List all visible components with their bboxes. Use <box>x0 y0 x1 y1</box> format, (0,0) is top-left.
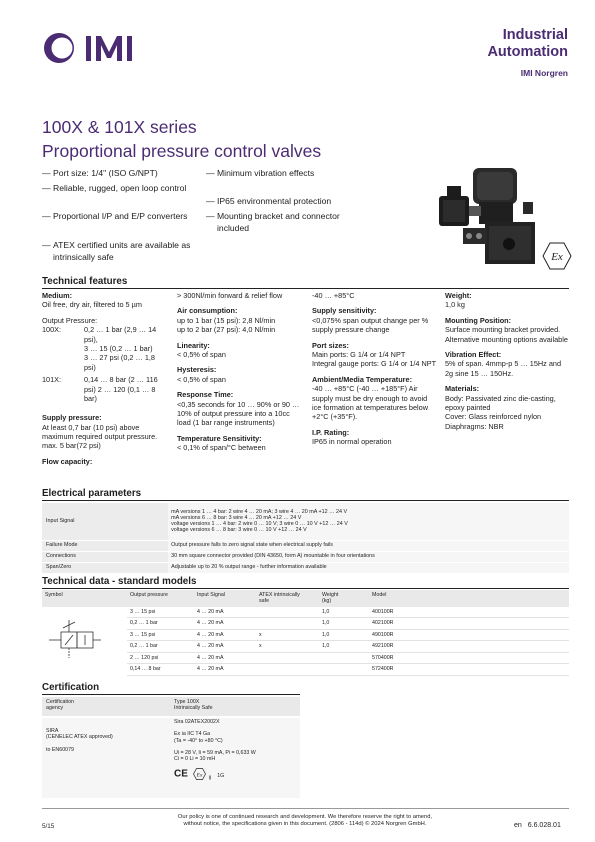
temperature-range-value: -40 … +85°C <box>312 291 355 300</box>
ambient-temperature-heading: Ambient/Media Temperature: <box>312 374 413 384</box>
col-header: Input Signal <box>197 592 225 598</box>
equipment-group: II <box>208 776 212 783</box>
supply-pressure-heading: Supply pressure: <box>42 413 102 423</box>
cell: 3 … 15 psi <box>127 607 194 618</box>
svg-text:Ex: Ex <box>551 251 563 263</box>
output-100x-line3: 3 … 27 psi (0,2 … 1,8 psi) <box>84 353 155 372</box>
cell: 4 … 20 mA <box>194 652 256 664</box>
ce-mark: CE <box>174 769 188 781</box>
cert-electrical-values: Ui = 28 V, Ii = 59 mA, Pi = 0,633 W <box>174 749 256 756</box>
mounting-position-heading: Mounting Position: <box>445 315 512 325</box>
cell: 492100R <box>369 641 569 653</box>
cert-agency-line1: SIRA <box>46 728 59 734</box>
electrical-parameters-heading: Electrical parameters <box>42 488 142 499</box>
temperature-sensitivity-heading: Temperature Sensitivity: <box>177 433 262 443</box>
temperature-sensitivity-value: < 0,1% of span/°C between <box>177 443 266 453</box>
brand-subtitle: IMI Norgren <box>520 68 568 78</box>
weight-value: 1,0 kg <box>445 300 465 310</box>
col-header: ATEX intrinsically safe <box>259 592 300 605</box>
cert-marking: Ex ia IIC T4 Ga <box>174 731 211 738</box>
col-header: Weight (kg) <box>322 592 339 605</box>
footer-rule <box>42 808 569 809</box>
col-header: Symbol <box>45 592 63 598</box>
output-100x-line2: 3 … 15 (0,2 … 1 bar) <box>84 344 153 354</box>
product-photo <box>433 162 543 272</box>
cert-capacitance-inductance: Ci = 0 Li = 10 mH <box>174 756 216 763</box>
ip-rating-heading: I.P. Rating: <box>312 427 350 437</box>
footer-line1: Our policy is one of continued research and development. We therefore reserve the right to amend, <box>177 814 433 820</box>
standard-models-heading: Technical data - standard models <box>42 576 197 587</box>
bullet-ip65: — IP65 environmental protection <box>206 196 366 208</box>
section-rule <box>42 500 569 501</box>
features-col-3 <box>312 291 437 447</box>
cell: 1,0 <box>319 629 369 641</box>
row-label: Connections <box>42 551 168 562</box>
cell: 0,2 … 1 bar <box>127 641 194 653</box>
row-label: Input Signal <box>42 503 168 540</box>
table-row <box>42 551 569 562</box>
section-rule <box>42 588 569 589</box>
output-101x <box>42 375 167 407</box>
table-row <box>42 503 569 540</box>
cell: 1,0 <box>319 607 369 618</box>
output-100x-line1: 0,2 … 1 bar (2,9 … 14 psi), <box>84 325 157 344</box>
table-row <box>42 562 569 573</box>
materials-body: Body: Passivated zinc die-casting, epoxy painted <box>445 393 556 413</box>
output-100x-label: 100X: <box>42 325 62 335</box>
cell: 0,14 … 8 bar <box>127 664 194 676</box>
row-value: 30 mm square connector provided (DIN 43650, form A) mountable in four orientations <box>168 551 569 562</box>
certification-header <box>42 697 300 716</box>
output-100x <box>42 325 167 373</box>
cell: 490100R <box>369 629 569 641</box>
brand-title <box>428 27 568 61</box>
bullet-vibration: — Minimum vibration effects <box>206 168 356 180</box>
cell: x <box>256 641 319 653</box>
series-title: 100X & 101X series <box>42 117 197 137</box>
port-sizes-heading: Port sizes: <box>312 340 349 350</box>
hysteresis-heading: Hysteresis: <box>177 365 217 375</box>
footer-line2: without notice, the specifications given in this document. (2806 - 114d) © 2024 Norgren GmbH. <box>183 821 427 827</box>
cell: 1,0 <box>319 641 369 653</box>
cert-marks <box>174 768 256 784</box>
cert-col2-header-line2: Intrinsically Safe <box>174 705 213 712</box>
table-header-row <box>42 590 569 607</box>
cell: 402100R <box>369 618 569 630</box>
hysteresis-value: < 0,5% of span <box>177 374 226 384</box>
bullet-port-size: — Port size: 1/4" (ISO G/NPT) <box>42 168 192 180</box>
input-signal-line: voltage versions 6 … 8 bar: 3 wire 0 … 10 V +12 … 24 V <box>171 527 307 534</box>
port-sizes-gauge: Integral gauge ports: G 1/4 or 1/4 NPT <box>312 359 437 369</box>
input-signal-line: mA versions 1 … 4 bar: 2 wire 4 … 20 mA; 3 wire 4 … 20 mA +12 … 24 V <box>171 508 348 515</box>
cell: 4 … 20 mA <box>194 641 256 653</box>
cell <box>256 618 319 630</box>
language-code: en <box>514 822 522 829</box>
svg-text:Ex: Ex <box>196 772 203 779</box>
brand-line2: Automation <box>487 44 568 60</box>
cell: 4 … 20 mA <box>194 629 256 641</box>
bullet-atex: — ATEX certified units are available as intrinsically safe <box>42 240 192 263</box>
flow-capacity-value: > 300Nl/min forward & relief flow <box>177 291 283 300</box>
materials-heading: Materials: <box>445 384 480 394</box>
cell <box>319 664 369 676</box>
cell: 2 … 120 psi <box>127 652 194 664</box>
features-col-4 <box>445 291 569 431</box>
table-row <box>42 607 569 618</box>
cell: 4 … 20 mA <box>194 618 256 630</box>
cell <box>319 652 369 664</box>
air-consumption-heading: Air consumption: <box>177 306 238 316</box>
linearity-value: < 0,5% of span <box>177 350 226 360</box>
port-sizes-main: Main ports: G 1/4 or 1/4 NPT <box>312 350 406 360</box>
supply-pressure-max: max. 5 bar(72 psi) <box>42 441 101 451</box>
medium-value: Oil free, dry air, filtered to 5 µm <box>42 300 142 310</box>
cert-col2-header-line1: Type 100X <box>174 699 200 705</box>
page-number: 5/15 <box>42 823 55 830</box>
cell: 3 … 15 psi <box>127 629 194 641</box>
cell: 572400R <box>369 664 569 676</box>
footer-disclaimer <box>140 814 470 828</box>
cert-agency-line2: (CENELEC ATEX approved) <box>46 734 113 741</box>
section-rule <box>42 288 569 289</box>
cert-col1-header-line1: Certification <box>46 699 74 705</box>
certification-body <box>42 718 300 798</box>
standard-models-table <box>42 590 569 676</box>
supply-sensitivity-value: <0,075% span output change per % supply pressure change <box>312 315 429 335</box>
vibration-effect-heading: Vibration Effect: <box>445 350 502 360</box>
medium-heading: Medium: <box>42 291 72 300</box>
cert-number: Sira 02ATEX2002X <box>174 719 220 725</box>
response-time-value: <0,35 seconds for 10 … 90% or 90 …10% of output pressure into a 10cc load (1 bar range instruments) <box>177 399 300 428</box>
row-label: Span/Zero <box>42 562 168 573</box>
row-value: Adjustable up to 20 % output range - further information available <box>168 562 569 573</box>
cell: 1,0 <box>319 618 369 630</box>
cert-agency-line3: to EN60079 <box>46 746 74 753</box>
cell: 0,2 … 1 bar <box>127 618 194 630</box>
cell <box>256 652 319 664</box>
product-title: Proportional pressure control valves <box>42 141 322 161</box>
technical-features-heading: Technical features <box>42 276 128 287</box>
cell <box>256 607 319 618</box>
air-consumption-line2: up to 2 bar (27 psi): 4,0 Nl/min <box>177 325 276 335</box>
cert-col1-header-line2: agency <box>46 705 64 712</box>
bullet-proportional: — Proportional I/P and E/P converters <box>42 211 192 223</box>
vibration-effect-value: 5% of span. 4mmp-p 5 … 15Hz and 2g sine 15 … 150Hz. <box>445 359 561 378</box>
cert-temp-range: (Ta = -40° to +80 °C) <box>174 737 223 744</box>
input-signal-line: mA versions 6 … 8 bar: 3 wire 4 … 20 mA +12 … 24 V <box>171 515 302 522</box>
input-signal-line: voltage versions 1 … 4 bar: 2 wire 0 … 10 V; 3 wire 0 … 10 V +12 … 24 V <box>171 521 348 528</box>
bullet-reliable: — Reliable, rugged, open loop control <box>42 183 192 195</box>
materials-diaphragms: Diaphragms: NBR <box>445 421 504 431</box>
section-rule <box>42 694 300 695</box>
ip-rating-value: IP65 in normal operation <box>312 437 392 447</box>
ex-hexagon-icon <box>542 242 572 270</box>
supply-sensitivity-heading: Supply sensitivity: <box>312 306 377 316</box>
imi-logo <box>42 30 142 66</box>
row-label: Failure Mode <box>42 540 168 551</box>
cell: 4 … 20 mA <box>194 607 256 618</box>
response-time-heading: Response Time: <box>177 390 234 400</box>
mounting-position-value: Surface mounting bracket provided. Alternative mounting options available <box>445 325 568 344</box>
cell: x <box>256 629 319 641</box>
air-consumption-line1: up to 1 bar (15 psi): 2,8 Nl/min <box>177 315 276 325</box>
valve-symbol-cell <box>42 607 127 676</box>
cell: 4 … 20 mA <box>194 664 256 676</box>
row-value <box>168 503 569 540</box>
supply-pressure-value: At least 0,7 bar (10 psi) above maximum required output pressure. <box>42 422 158 442</box>
materials-cover: Cover: Glass reinforced nylon <box>445 412 542 422</box>
valve-symbol-icon <box>45 616 105 662</box>
equipment-category: 1G <box>217 773 225 780</box>
certification-heading: Certification <box>42 682 100 693</box>
cell: 400100R <box>369 607 569 618</box>
table-row <box>42 540 569 551</box>
cell: 570400R <box>369 652 569 664</box>
row-value: Output pressure falls to zero signal state when electrical supply fails <box>168 540 569 551</box>
col-header: Model <box>372 592 387 598</box>
col-header: Output pressure <box>130 592 168 598</box>
output-101x-value: 0,14 … 8 bar (2 … 116 psi) 2 … 120 (0,1 … 8 bar) <box>84 375 158 404</box>
doc-number: 6.6.028.01 <box>527 822 561 829</box>
features-col-2 <box>177 291 302 453</box>
weight-heading: Weight: <box>445 291 472 300</box>
cell <box>256 664 319 676</box>
ambient-temperature-value: -40 … +85°C (-40 … +185°F) Air supply must be dry enough to avoid ice formation at temperatures below +2°C (+35°F). <box>312 384 428 422</box>
document-number <box>514 822 561 829</box>
output-101x-label: 101X: <box>42 375 62 385</box>
features-col-1 <box>42 291 167 466</box>
brand-line1: Industrial <box>502 27 568 43</box>
ex-hexagon-small-icon <box>193 768 206 780</box>
electrical-parameters-table <box>42 503 569 574</box>
bullet-mounting: — Mounting bracket and connector included <box>206 211 346 234</box>
output-pressure-heading: Output Pressure: <box>42 315 98 325</box>
linearity-heading: Linearity: <box>177 340 210 350</box>
flow-capacity-heading: Flow capacity: <box>42 456 93 466</box>
